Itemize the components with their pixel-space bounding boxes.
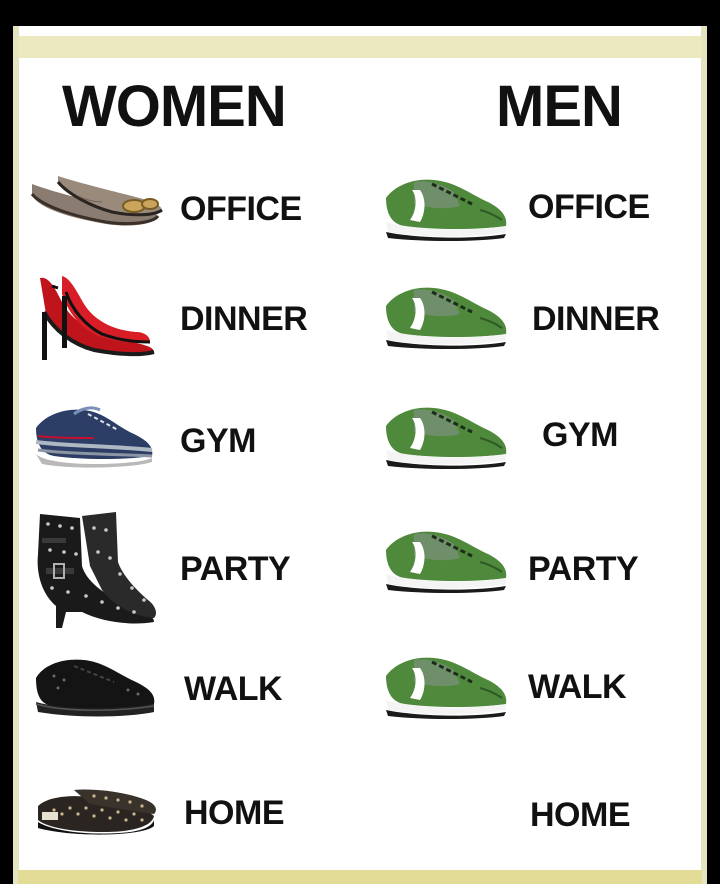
top-band bbox=[18, 36, 702, 58]
slipper-icon bbox=[34, 782, 158, 838]
women-party-label: PARTY bbox=[180, 550, 291, 588]
green-sneaker-icon bbox=[384, 528, 510, 594]
men-heading: MEN bbox=[496, 74, 622, 139]
women-office-label: OFFICE bbox=[180, 190, 302, 228]
ballet-flat-icon bbox=[28, 172, 163, 234]
red-heel-icon bbox=[32, 272, 158, 364]
black-sneaker-icon bbox=[34, 654, 158, 720]
bottom-band bbox=[18, 870, 702, 884]
green-sneaker-icon bbox=[384, 284, 510, 350]
men-office-label: OFFICE bbox=[528, 188, 650, 226]
men-home-label: HOME bbox=[530, 796, 630, 834]
women-gym-label: GYM bbox=[180, 422, 256, 460]
women-heading: WOMEN bbox=[62, 74, 286, 139]
green-sneaker-icon bbox=[384, 404, 510, 470]
green-sneaker-icon bbox=[384, 176, 510, 242]
running-sneaker-icon bbox=[34, 402, 156, 470]
men-walk-label: WALK bbox=[528, 668, 627, 706]
men-dinner-label: DINNER bbox=[532, 300, 660, 338]
men-gym-label: GYM bbox=[542, 416, 618, 454]
women-home-label: HOME bbox=[184, 794, 284, 832]
green-sneaker-icon bbox=[384, 654, 510, 720]
men-party-label: PARTY bbox=[528, 550, 639, 588]
studded-boot-icon bbox=[32, 508, 158, 630]
women-dinner-label: DINNER bbox=[180, 300, 308, 338]
women-walk-label: WALK bbox=[184, 670, 283, 708]
